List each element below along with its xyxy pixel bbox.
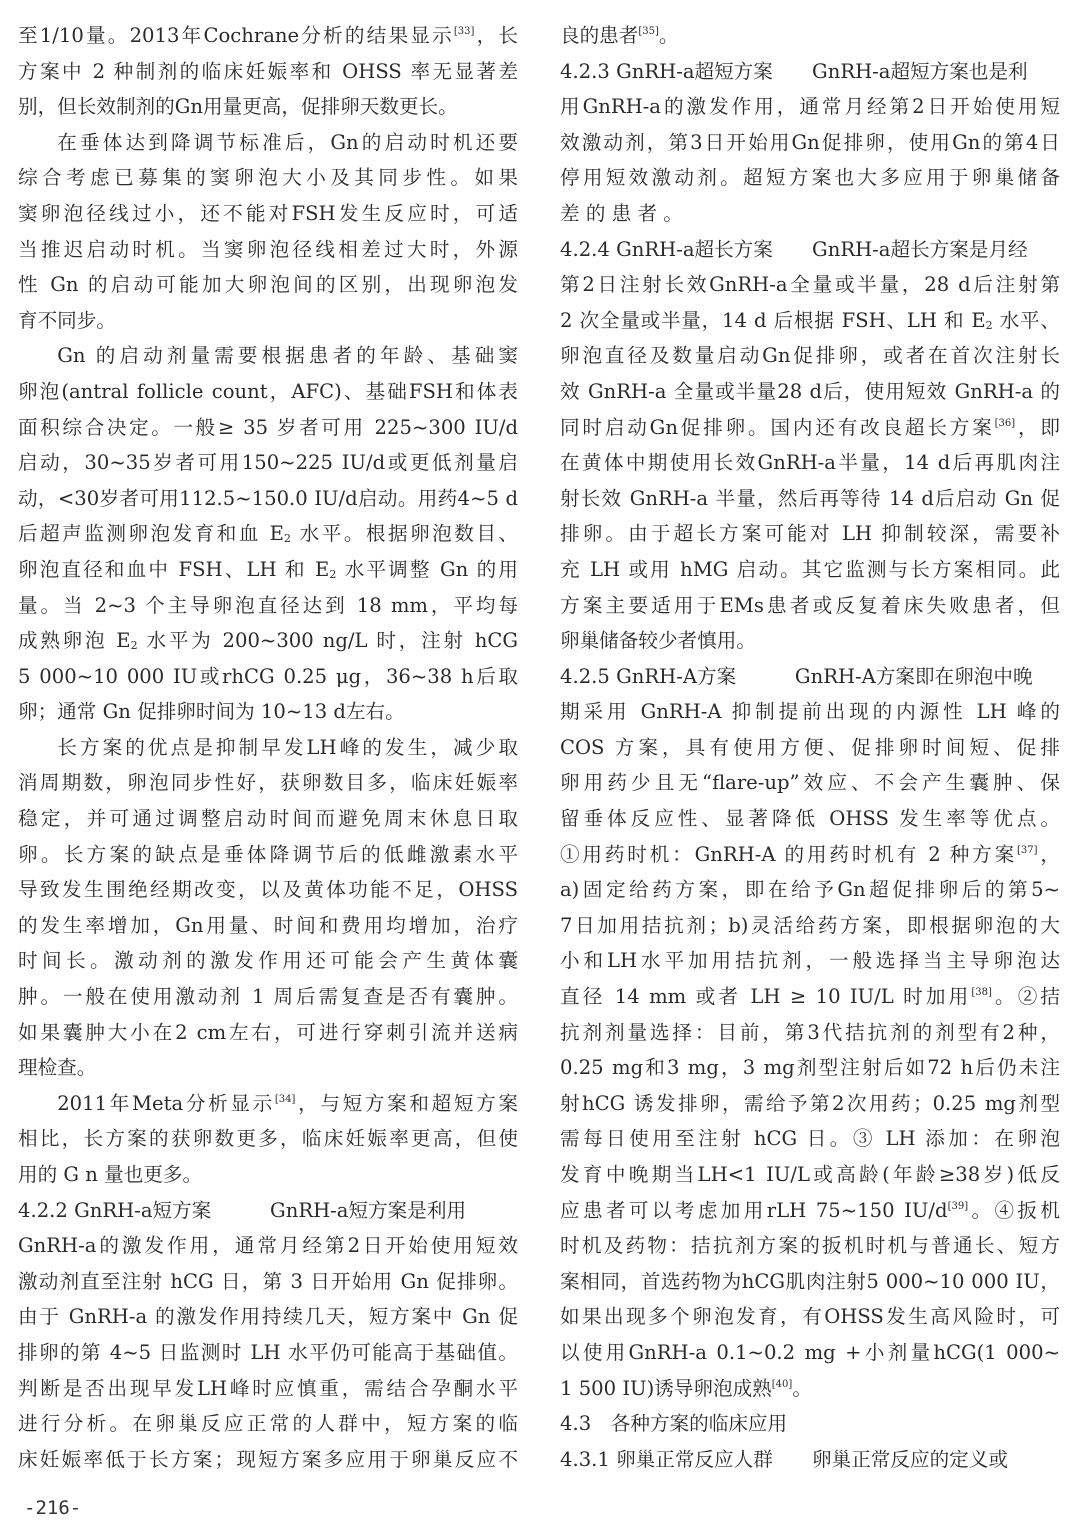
text-line xyxy=(560,765,1060,801)
line-text: 发育中晚期当LH<1 IU/L或高龄(年龄≥38岁)低反 xyxy=(560,1163,1060,1186)
page-number: -216- xyxy=(24,1497,82,1519)
text-line xyxy=(18,801,518,837)
line-tail: 水平。根据卵泡数目、 xyxy=(290,522,518,546)
line-tail: 水平、 xyxy=(992,308,1060,332)
text-line xyxy=(560,160,1060,196)
line-text: 5 000~10 000 IU或rhCG 0.25 μg，36~38 h后取 xyxy=(18,664,518,688)
line-tail: ，与短方案和超短方案 xyxy=(295,1091,518,1115)
right-column xyxy=(560,18,1060,1477)
text-line xyxy=(560,1157,1060,1193)
text-line xyxy=(560,1121,1060,1157)
text-line xyxy=(18,588,518,624)
line-text: 窦卵泡径线过小，还不能对FSH发生反应时，可适 xyxy=(18,201,518,225)
line-tail: 。②拮 xyxy=(991,985,1060,1009)
line-text: 肿。一般在使用激动剂 1 周后需复查是否有囊肿。 xyxy=(18,985,518,1009)
line-text: 时机及药物：拮抗剂方案的扳机时机与普通长、短方 xyxy=(560,1234,1060,1258)
subscript: 2 xyxy=(985,318,993,332)
text-line xyxy=(560,837,1060,873)
text-line xyxy=(18,730,518,766)
text-line xyxy=(18,1299,518,1335)
line-text: 量。当 2~3 个主导卵泡直径达到 18 mm，平均每 xyxy=(18,593,518,617)
text-line xyxy=(560,908,1060,944)
line-text: 在垂体达到降调节标准后，Gn的启动时机还要 xyxy=(57,130,518,154)
line-text: ①用药时机：GnRH-A 的用药时机有 2 种方案 xyxy=(560,842,1018,866)
line-tail: 水平调整 Gn 的用 xyxy=(336,557,518,581)
line-text: 相比，长方案的获卵数更多，临床妊娠率更高，但使 xyxy=(18,1127,518,1151)
text-line xyxy=(18,1157,518,1193)
line-tail: 。 xyxy=(792,1376,812,1400)
line-text: 用的 G n 量也更多。 xyxy=(18,1163,203,1186)
text-line xyxy=(18,623,518,659)
line-text: 直径 14 mm 或者 LH ≥ 10 IU/L 时加用 xyxy=(560,985,972,1009)
text-line xyxy=(560,374,1060,410)
text-line xyxy=(18,196,518,232)
text-line xyxy=(18,374,518,410)
line-text: 4.2.3 GnRH-a超短方案 GnRH-a超短方案也是利 xyxy=(560,59,1028,83)
line-text: 排卵。由于超长方案可能对 LH 抑制较深，需要补 xyxy=(560,522,1060,546)
text-line xyxy=(560,481,1060,517)
line-text: Gn 的启动剂量需要根据患者的年龄、基础窦 xyxy=(57,344,518,368)
line-text: 卵巢储备较少者慎用。 xyxy=(560,629,756,653)
line-text: 4.2.4 GnRH-a超长方案 GnRH-a超长方案是月经 xyxy=(560,237,1028,261)
text-line xyxy=(560,303,1060,339)
line-text: 当推迟启动时机。当窦卵泡径线相差过大时，外源 xyxy=(18,237,518,261)
text-line xyxy=(18,18,518,54)
text-line xyxy=(18,1371,518,1407)
text-line xyxy=(560,338,1060,374)
section-heading-line xyxy=(560,1442,1060,1478)
text-line xyxy=(560,445,1060,481)
text-line xyxy=(560,552,1060,588)
line-text: 长方案的优点是抑制早发LH峰的发生，减少取 xyxy=(57,735,518,759)
text-line xyxy=(18,1086,518,1122)
line-text: 激动剂直至注射 hCG 日，第 3 日开始用 Gn 促排卵。 xyxy=(18,1269,518,1293)
line-text: 理检查。 xyxy=(18,1056,97,1080)
line-text: 需每日使用至注射 hCG 日。③ LH 添加：在卵泡 xyxy=(560,1127,1060,1151)
line-text: 导致发生围绝经期改变，以及黄体功能不足，OHSS xyxy=(18,878,518,902)
citation-ref: [33] xyxy=(453,26,475,37)
text-line xyxy=(18,89,518,125)
line-text: 面积综合决定。一般≥ 35 岁者可用 225~300 IU/d xyxy=(18,415,518,439)
text-line xyxy=(560,1086,1060,1122)
line-text: 用GnRH-a的激发作用，通常月经第2日开始使用短 xyxy=(560,95,1060,119)
text-line xyxy=(18,1121,518,1157)
line-text: 1 500 IU)诱导卵泡成熟 xyxy=(560,1376,772,1400)
text-line xyxy=(18,338,518,374)
text-line xyxy=(560,1193,1060,1229)
line-text: 停用短效激动剂。超短方案也大多应用于卵巢储备 xyxy=(560,166,1060,190)
text-line xyxy=(18,1015,518,1051)
line-text: 动，<30岁者可用112.5~150.0 IU/d启动。用药4~5 d xyxy=(18,486,518,510)
line-text: 小和LH水平加用拮抗剂，一般选择当主导卵泡达 xyxy=(560,949,1060,973)
line-text: 别，但长效制剂的Gn用量更高，促排卵天数更长。 xyxy=(18,95,458,119)
line-text: 效激动剂，第3日开始用Gn促排卵，使用Gn的第4日 xyxy=(560,130,1060,154)
line-text: 2011年Meta分析显示 xyxy=(57,1091,275,1115)
line-text: 卵；通常 Gn 促排卵时间为 10~13 d左右。 xyxy=(18,700,405,724)
text-line xyxy=(560,694,1060,730)
text-line xyxy=(560,1371,1060,1407)
line-text: 判断是否出现早发LH峰时应慎重，需结合孕酮水平 xyxy=(18,1376,518,1400)
line-text: 由于 GnRH-a 的激发作用持续几天，短方案中 Gn 促 xyxy=(18,1305,518,1329)
text-line xyxy=(560,1050,1060,1086)
line-text: 在黄体中期使用长效GnRH-a半量，14 d后再肌肉注 xyxy=(560,451,1060,475)
line-text: 2 次全量或半量，14 d 后根据 FSH、LH 和 E xyxy=(560,308,986,332)
text-line xyxy=(18,232,518,268)
text-line xyxy=(560,1264,1060,1300)
text-line xyxy=(18,837,518,873)
text-line xyxy=(18,410,518,446)
line-tail: ， xyxy=(1037,842,1060,866)
text-line xyxy=(18,445,518,481)
text-line xyxy=(560,196,1060,232)
subscript: 2 xyxy=(283,532,291,546)
text-line xyxy=(560,1299,1060,1335)
line-text: 应患者可以考虑加用rLH 75~150 IU/d xyxy=(560,1198,948,1222)
citation-ref: [35] xyxy=(638,26,659,37)
text-line xyxy=(18,125,518,161)
text-line xyxy=(560,267,1060,303)
line-text: 4.3 各种方案的临床应用 xyxy=(560,1412,788,1436)
line-tail: ，长 xyxy=(474,24,518,47)
line-text: 成熟卵泡 E xyxy=(18,629,131,653)
line-text: 期采用 GnRH-A 抑制提前出现的内源性 LH 峰的 xyxy=(560,700,1060,724)
text-line xyxy=(560,801,1060,837)
line-text: 消周期数，卵泡同步性好，获卵数目多，临床妊娠率 xyxy=(18,771,518,795)
line-text: 4.2.2 GnRH-a短方案 GnRH-a短方案是利用 xyxy=(18,1198,467,1222)
text-line xyxy=(560,623,1060,659)
line-text: 后超声监测卵泡发育和血 E xyxy=(18,522,284,546)
text-line xyxy=(560,1015,1060,1051)
text-line xyxy=(18,1264,518,1300)
line-text: 卵泡直径和血中 FSH、LH 和 E xyxy=(18,557,330,581)
text-line xyxy=(18,481,518,517)
text-line xyxy=(560,89,1060,125)
text-line xyxy=(18,1335,518,1371)
citation-ref: [38] xyxy=(971,987,992,999)
subscript: 2 xyxy=(329,567,337,581)
text-line xyxy=(18,516,518,552)
line-text: 案相同，首选药物为hCG肌肉注射5 000~10 000 IU， xyxy=(560,1269,1060,1293)
text-line xyxy=(18,872,518,908)
section-heading-line xyxy=(560,54,1060,90)
line-text: 射hCG 诱发排卵，需给予第2次用药；0.25 mg剂型 xyxy=(560,1091,1060,1115)
text-line xyxy=(18,54,518,90)
text-line xyxy=(560,588,1060,624)
text-line xyxy=(560,18,1060,54)
citation-ref: [34] xyxy=(274,1093,296,1105)
line-text: 充 LH 或用 hMG 启动。其它监测与长方案相同。此 xyxy=(560,557,1060,581)
line-text: 效 GnRH-a 全量或半量28 d后，使用短效 GnRH-a 的 xyxy=(560,379,1060,403)
text-line xyxy=(18,765,518,801)
text-line xyxy=(18,659,518,695)
subscript: 2 xyxy=(130,639,138,653)
text-line xyxy=(18,1228,518,1264)
text-line xyxy=(18,943,518,979)
line-text: 启动，30~35岁者可用150~225 IU/d或更低剂量启 xyxy=(18,451,518,475)
line-text: 的发生率增加，Gn用量、时间和费用均增加，治疗 xyxy=(18,913,518,937)
line-tail: 。 xyxy=(658,24,679,47)
line-text: 射长效 GnRH-a 半量，然后再等待 14 d后启动 Gn 促 xyxy=(560,486,1060,510)
line-text: 性 Gn 的启动可能加大卵泡间的区别，出现卵泡发 xyxy=(18,273,518,297)
left-column xyxy=(18,18,518,1477)
line-text: 方案中 2 种制剂的临床妊娠率和 OHSS 率无显著差 xyxy=(18,59,518,83)
line-text: 如果囊肿大小在2 cm左右，可进行穿刺引流并送病 xyxy=(18,1020,518,1044)
line-text: 综合考虑已募集的窦卵泡大小及其同步性。如果 xyxy=(18,166,518,190)
line-text: 卵用药少且无“flare-up”效应、不会产生囊肿、保 xyxy=(560,771,1060,795)
line-text: 方案主要适用于EMs患者或反复着床失败患者，但 xyxy=(560,593,1060,617)
line-text: 进行分析。在卵巢反应正常的人群中，短方案的临 xyxy=(18,1412,518,1436)
line-text: 留垂体反应性、显著降低 OHSS 发生率等优点。 xyxy=(560,807,1060,831)
text-line xyxy=(560,125,1060,161)
line-text: 同时启动Gn促排卵。国内还有改良超长方案 xyxy=(560,415,995,439)
line-tail: 水平为 200~300 ng/L 时，注射 hCG xyxy=(137,629,518,653)
text-line xyxy=(560,516,1060,552)
section-heading-line xyxy=(560,659,1060,695)
text-line xyxy=(560,872,1060,908)
line-text: 卵泡(antral follicle count，AFC)、基础FSH和体表 xyxy=(18,379,518,403)
text-line xyxy=(18,267,518,303)
text-line xyxy=(560,1228,1060,1264)
text-line xyxy=(560,979,1060,1015)
line-text: 床妊娠率低于长方案；现短方案多应用于卵巢反应不 xyxy=(18,1447,518,1471)
line-text: a)固定给药方案，即在给予Gn超促排卵后的第5~ xyxy=(560,878,1060,902)
line-tail: ，即 xyxy=(1015,415,1060,439)
line-text: 稳定，并可通过调整启动时间而避免周末休息日取 xyxy=(18,807,518,831)
text-line xyxy=(560,730,1060,766)
text-line xyxy=(560,1335,1060,1371)
line-text: 7日加用拮抗剂；b)灵活给药方案，即根据卵泡的大 xyxy=(560,913,1060,937)
text-line xyxy=(18,1442,518,1478)
text-line xyxy=(18,552,518,588)
line-text: 排卵的第 4~5 日监测时 LH 水平仍可能高于基础值。 xyxy=(18,1340,518,1364)
text-line xyxy=(18,160,518,196)
text-line xyxy=(18,303,518,339)
line-text: 0.25 mg和3 mg，3 mg剂型注射后如72 h后仍未注 xyxy=(560,1056,1060,1080)
citation-ref: [39] xyxy=(947,1200,969,1212)
text-line xyxy=(18,979,518,1015)
text-line xyxy=(18,694,518,730)
text-line xyxy=(18,1406,518,1442)
line-text: 差 的 患 者 。 xyxy=(560,201,683,225)
line-text: 如果出现多个卵泡发育，有OHSS发生高风险时，可 xyxy=(560,1305,1060,1329)
line-text: 时间长。激动剂的激发作用还可能会产生黄体囊 xyxy=(18,949,518,973)
citation-ref: [36] xyxy=(994,417,1016,429)
line-text: 良的患者 xyxy=(560,24,639,47)
line-text: 以使用GnRH-a 0.1~0.2 mg +小剂量hCG(1 000~ xyxy=(560,1340,1060,1364)
line-text: 至1/10量。2013年Cochrane分析的结果显示 xyxy=(18,24,454,47)
line-text: GnRH-a的激发作用，通常月经第2日开始使用短效 xyxy=(18,1234,518,1258)
line-text: 抗剂剂量选择：目前，第3代拮抗剂的剂型有2种， xyxy=(560,1020,1060,1044)
text-line xyxy=(18,908,518,944)
citation-ref: [37] xyxy=(1017,844,1038,856)
text-line xyxy=(560,943,1060,979)
line-text: 卵。长方案的缺点是垂体降调节后的低雌激素水平 xyxy=(18,842,518,866)
text-line xyxy=(560,410,1060,446)
line-text: 第2日注射长效GnRH-a全量或半量，28 d后注射第 xyxy=(560,273,1060,297)
line-text: 4.2.5 GnRH-A方案 GnRH-A方案即在卵泡中晚 xyxy=(560,664,1033,688)
section-heading-line xyxy=(18,1193,518,1229)
line-text: 4.3.1 卵巢正常反应人群 卵巢正常反应的定义或 xyxy=(560,1447,1008,1471)
section-heading-line xyxy=(560,232,1060,268)
line-text: 育不同步。 xyxy=(18,308,116,332)
line-text: COS 方案，具有使用方便、促排卵时间短、促排 xyxy=(560,735,1060,759)
text-line xyxy=(18,1050,518,1086)
line-text: 卵泡直径及数量启动Gn促排卵，或者在首次注射长 xyxy=(560,344,1060,368)
section-heading-line xyxy=(560,1406,1060,1442)
line-tail: 。④扳机 xyxy=(968,1198,1060,1222)
citation-ref: [40] xyxy=(771,1378,793,1390)
